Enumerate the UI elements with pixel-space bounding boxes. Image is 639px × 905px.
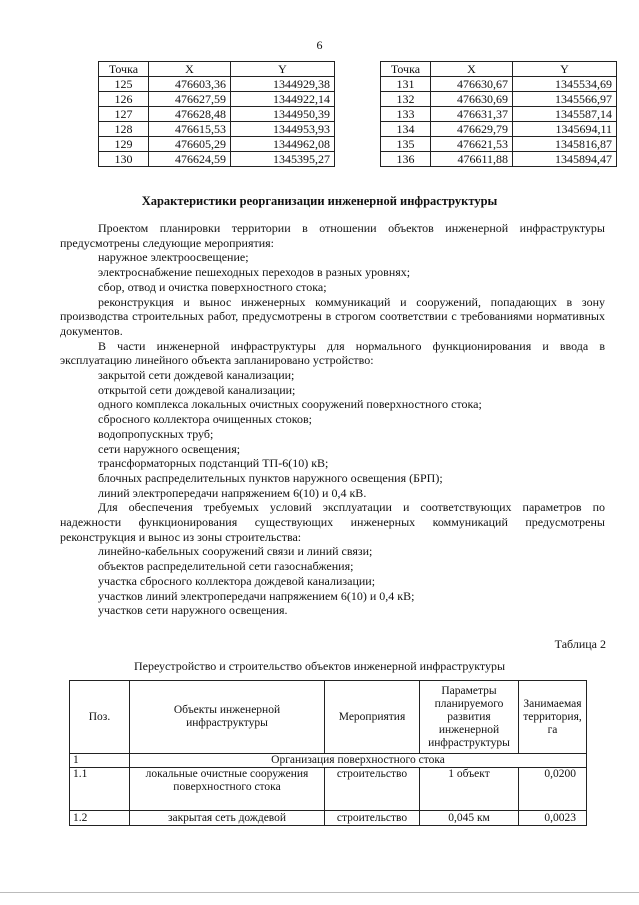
point-cell: 136 [381,152,431,167]
table-row [381,107,617,122]
paragraph: сбор, отвод и очистка поверхностного стока; [98,279,327,294]
x-cell: 476629,79 [431,122,513,137]
row-object: локальные очистные сооружения поверхностного стока [130,768,325,811]
x-cell: 476624,59 [149,152,231,167]
y-cell: 1345894,47 [513,152,617,167]
row-pos: 1.2 [70,811,130,826]
x-cell: 476611,88 [431,152,513,167]
y-cell: 1345587,14 [513,107,617,122]
paragraph: блочных распределительных пунктов наружного освещения (БРП); [98,470,443,485]
row-action: строительство [325,811,420,826]
point-cell: 126 [99,92,149,107]
x-cell: 476630,69 [431,92,513,107]
point-cell: 135 [381,137,431,152]
header-point: Точка [99,62,149,77]
point-cell: 132 [381,92,431,107]
x-cell: 476603,36 [149,77,231,92]
y-cell: 1344953,93 [231,122,335,137]
x-cell: 476621,53 [431,137,513,152]
header-object: Объекты инженерной инфраструктуры [130,681,325,754]
header-y: Y [513,62,617,77]
paragraph: водопропускных труб; [98,426,214,441]
header-area: Занимаемая территория, га [519,681,587,754]
coordinates-table-left [98,61,335,167]
paragraph: объектов распределительной сети газоснабжения; [98,559,354,574]
x-cell: 476628,48 [149,107,231,122]
paragraph: участка сбросного коллектора дождевой канализации; [98,573,376,588]
x-cell: 476631,37 [431,107,513,122]
table-header-row [381,62,617,77]
table-title: Переустройство и строительство объектов инженерной инфраструктуры [133,659,506,673]
table-row [381,152,617,167]
point-cell: 128 [99,122,149,137]
paragraph: реконструкция и вынос инженерных коммуникаций и сооружений, попадающих в зону производства строительных работ, предусмотрены в строгом соответствии с требованиями нормативных документов. [60,294,605,338]
y-cell: 1345566,97 [513,92,617,107]
paragraph: закрытой сети дождевой канализации; [98,368,295,383]
paragraph: открытой сети дождевой канализации; [98,382,296,397]
table-row [99,77,335,92]
header-y: Y [231,62,335,77]
point-cell: 129 [99,137,149,152]
x-cell: 476630,67 [431,77,513,92]
infrastructure-table [69,680,587,826]
y-cell: 1344929,38 [231,77,335,92]
section-pos: 1 [70,754,130,768]
table-row [99,152,335,167]
y-cell: 1344922,14 [231,92,335,107]
point-cell: 125 [99,77,149,92]
table-row [99,122,335,137]
page-number: 6 [316,38,323,52]
coordinates-table-right [380,61,617,167]
y-cell: 1345694,11 [513,122,617,137]
paragraph: электроснабжение пешеходных переходов в разных уровнях; [98,265,411,280]
row-area: 0,0023 [519,811,587,826]
table-row [381,92,617,107]
paragraph: наружное электроосвещение; [98,250,249,265]
section-heading: Характеристики реорганизации инженерной инфраструктуры [141,194,498,208]
point-cell: 127 [99,107,149,122]
table-header-row [99,62,335,77]
y-cell: 1344962,08 [231,137,335,152]
row-area: 0,0200 [519,768,587,811]
table-row [381,77,617,92]
table-row [381,122,617,137]
paragraph: Для обеспечения требуемых условий эксплуатации и соответствующих параметров по надежности функционирования существующих инженерных коммуникаций предусмотрены реконструкция и вынос из зоны строительства: [60,500,605,544]
section-title: Организация поверхностного стока [130,754,587,768]
row-params: 1 объект [420,768,519,811]
paragraph: Проектом планировки территории в отношении объектов инженерной инфраструктуры предусмотрены следующие мероприятия: [60,221,605,250]
table-row [381,137,617,152]
table-row [70,768,587,811]
header-action: Мероприятия [325,681,420,754]
x-cell: 476627,59 [149,92,231,107]
table-row [99,107,335,122]
x-cell: 476615,53 [149,122,231,137]
row-params: 0,045 км [420,811,519,826]
y-cell: 1345534,69 [513,77,617,92]
row-action: строительство [325,768,420,811]
section-row [70,754,587,768]
paragraph: линейно-кабельных сооружений связи и линий связи; [98,544,373,559]
paragraph: одного комплекса локальных очистных сооружений поверхностного стока; [98,397,482,412]
point-cell: 133 [381,107,431,122]
header-x: X [431,62,513,77]
x-cell: 476605,29 [149,137,231,152]
y-cell: 1344950,39 [231,107,335,122]
table-row [99,92,335,107]
y-cell: 1345816,87 [513,137,617,152]
point-cell: 131 [381,77,431,92]
paragraph: участков сети наружного освещения. [98,603,288,618]
y-cell: 1345395,27 [231,152,335,167]
point-cell: 134 [381,122,431,137]
paragraph: сбросного коллектора очищенных стоков; [98,412,312,427]
table-row [70,811,587,826]
paragraph: В части инженерной инфраструктуры для нормального функционирования и ввода в эксплуатацию линейного объекта запланировано устройство: [60,338,605,368]
paragraph: линий электропередачи напряжением 6(10) и 0,4 кВ. [98,485,367,500]
row-object: закрытая сеть дождевой [130,811,325,826]
body-text [60,221,605,618]
paragraph: трансформаторных подстанций ТП-6(10) кВ; [98,456,329,471]
paragraph: участков линий электропередачи напряжением 6(10) и 0,4 кВ; [98,588,415,603]
table-row [99,137,335,152]
header-params: Параметры планируемого развития инженерной инфраструктуры [420,681,519,754]
row-pos: 1.1 [70,768,130,811]
header-x: X [149,62,231,77]
header-point: Точка [381,62,431,77]
paragraph: сети наружного освещения; [98,441,241,456]
header-pos: Поз. [70,681,130,754]
point-cell: 130 [99,152,149,167]
table-header-row [70,681,587,754]
table-label: Таблица 2 [554,637,606,651]
scan-edge-line [0,892,639,893]
